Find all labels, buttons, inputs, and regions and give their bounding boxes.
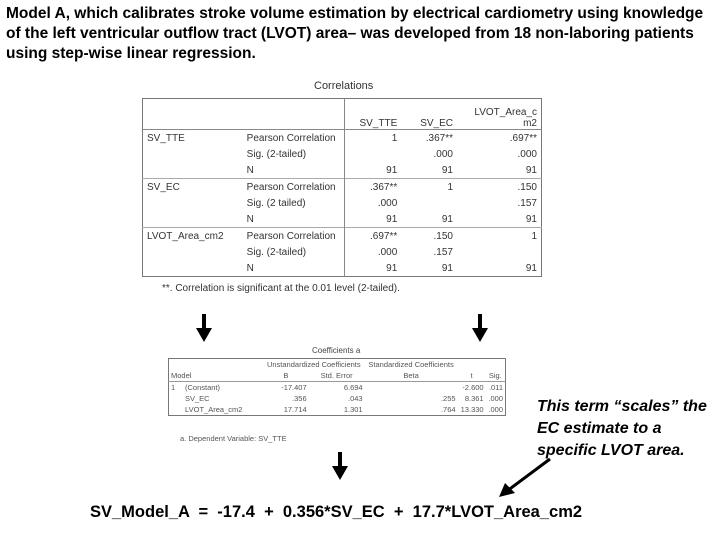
coef-value: .011 bbox=[488, 383, 503, 392]
intro-text: Model A, which calibrates stroke volume estimation by electrical cardiometry using knowledge of the left ventricular outflow tract (LVOT) area– was developed from 18 non-laboring patients using step-wise linear regression. bbox=[6, 5, 704, 62]
cell-value: .697** bbox=[344, 228, 401, 245]
row-variable bbox=[143, 195, 243, 211]
row-statistic: Sig. (2-tailed) bbox=[246, 148, 307, 160]
coef-group-standardized: Standardized Coefficients bbox=[368, 360, 454, 369]
cell-value: 1 bbox=[344, 130, 401, 147]
correlation-row bbox=[143, 228, 542, 245]
coef-value: .043 bbox=[348, 394, 363, 403]
coef-col-b: B bbox=[263, 370, 309, 382]
row-statistic: N bbox=[246, 164, 254, 176]
cell-value: 91 bbox=[441, 262, 453, 274]
coef-value: 1.301 bbox=[343, 405, 363, 414]
coef-value: -17.407 bbox=[281, 383, 307, 392]
correlations-footnote: **. Correlation is significant at the 0.01 level (2-tailed). bbox=[162, 283, 400, 294]
row-variable bbox=[143, 146, 243, 162]
coef-col-model: Model bbox=[169, 370, 264, 382]
coefficients-title: Coefficients a bbox=[312, 346, 361, 355]
cell-value: .000 bbox=[433, 148, 453, 160]
cell-value: 91 bbox=[344, 260, 401, 277]
row-statistic: Sig. (2 tailed) bbox=[246, 197, 306, 209]
cell-value: 91 bbox=[525, 164, 537, 176]
correlation-row bbox=[143, 195, 542, 211]
row-variable: SV_TTE bbox=[147, 132, 185, 144]
cell-value: .157 bbox=[517, 197, 537, 209]
cell-value bbox=[457, 244, 542, 260]
scale-annotation: This term “scales” the EC estimate to a specific LVOT area. bbox=[537, 398, 707, 459]
cell-value: 91 bbox=[441, 213, 453, 225]
coefficient-row bbox=[169, 393, 506, 404]
down-arrow-icon bbox=[196, 314, 212, 344]
coef-value: .000 bbox=[488, 394, 503, 403]
cell-value: .367** bbox=[425, 132, 453, 144]
row-variable bbox=[143, 244, 243, 260]
coef-value: 8.361 bbox=[464, 394, 484, 403]
coef-value: 17.714 bbox=[283, 405, 307, 414]
coef-col-t: t bbox=[458, 370, 486, 382]
correlations-title: Correlations bbox=[314, 80, 374, 92]
col-header-lvot-area: LVOT_Area_c m2 bbox=[457, 99, 542, 130]
col-header-sv-tte: SV_TTE bbox=[344, 99, 401, 130]
cell-value: .150 bbox=[401, 228, 457, 245]
cell-value: 1 bbox=[457, 228, 542, 245]
correlation-row bbox=[143, 211, 542, 228]
coefficient-row bbox=[169, 404, 506, 416]
coef-value bbox=[365, 382, 458, 394]
cell-value: 91 bbox=[525, 262, 537, 274]
row-statistic: N bbox=[246, 262, 254, 274]
row-statistic: N bbox=[246, 213, 254, 225]
coef-value: .356 bbox=[292, 394, 307, 403]
coef-value: .000 bbox=[488, 405, 503, 414]
coef-col-beta: Beta bbox=[365, 370, 458, 382]
cell-value: 91 bbox=[525, 213, 537, 225]
correlation-row bbox=[143, 162, 542, 179]
correlations-body bbox=[143, 130, 542, 277]
coef-value: .255 bbox=[440, 394, 456, 403]
row-statistic: Pearson Correlation bbox=[246, 132, 336, 144]
correlation-row bbox=[143, 260, 542, 277]
cell-value: .150 bbox=[457, 179, 542, 196]
coefficient-row bbox=[169, 382, 506, 394]
row-variable bbox=[143, 162, 243, 179]
row-variable bbox=[143, 260, 243, 277]
coefficients-body bbox=[169, 382, 506, 416]
cell-value: 91 bbox=[441, 164, 453, 176]
cell-value: .000 bbox=[344, 244, 401, 260]
correlation-row bbox=[143, 179, 542, 196]
coef-value: -2.600 bbox=[462, 383, 484, 392]
row-variable: SV_EC bbox=[143, 179, 243, 196]
cell-value bbox=[401, 195, 457, 211]
coef-value: .764 bbox=[440, 405, 456, 414]
coef-value: 6.694 bbox=[343, 383, 363, 392]
coef-col-sig: Sig. bbox=[486, 370, 506, 382]
cell-value: .697** bbox=[509, 132, 537, 144]
coefficients-table bbox=[168, 358, 506, 416]
cell-value: 91 bbox=[344, 162, 401, 179]
down-arrow-icon bbox=[332, 452, 348, 482]
coef-model-cell bbox=[169, 382, 264, 394]
row-variable: LVOT_Area_cm2 bbox=[143, 228, 243, 245]
cell-value: .000 bbox=[344, 195, 401, 211]
coef-predictor-name: LVOT_Area_cm2 bbox=[185, 405, 243, 414]
coef-model-cell bbox=[169, 393, 264, 404]
cell-value bbox=[344, 146, 401, 162]
coef-group-unstandardized: Unstandardized Coefficients bbox=[266, 360, 361, 369]
row-statistic: Sig. (2-tailed) bbox=[246, 246, 307, 258]
row-statistic: Pearson Correlation bbox=[243, 228, 345, 245]
cell-value: .367** bbox=[344, 179, 401, 196]
cell-value: .157 bbox=[433, 246, 453, 258]
coef-model-cell bbox=[169, 404, 264, 416]
down-arrow-icon bbox=[472, 314, 488, 344]
cell-value: 91 bbox=[344, 211, 401, 228]
model-equation: SV_Model_A = -17.4 + 0.356*SV_EC + 17.7*LVOT_Area_cm2 bbox=[90, 503, 583, 521]
coef-predictor-name: (Constant) bbox=[185, 383, 221, 392]
row-statistic: Pearson Correlation bbox=[243, 179, 345, 196]
coef-predictor-name: SV_EC bbox=[185, 394, 210, 403]
cell-value: 1 bbox=[401, 179, 457, 196]
col-header-sv-ec: SV_EC bbox=[401, 99, 457, 130]
coef-col-std-error: Std. Error bbox=[309, 370, 365, 382]
row-variable bbox=[143, 211, 243, 228]
cell-value: .000 bbox=[517, 148, 537, 160]
correlation-row bbox=[143, 146, 542, 162]
correlation-row bbox=[143, 130, 542, 147]
correlations-table bbox=[142, 98, 542, 277]
coefficients-footnote: a. Dependent Variable: SV_TTE bbox=[180, 434, 287, 443]
coef-model-number: 1 bbox=[171, 383, 176, 392]
coef-value: 13.330 bbox=[460, 405, 484, 414]
correlation-row bbox=[143, 244, 542, 260]
